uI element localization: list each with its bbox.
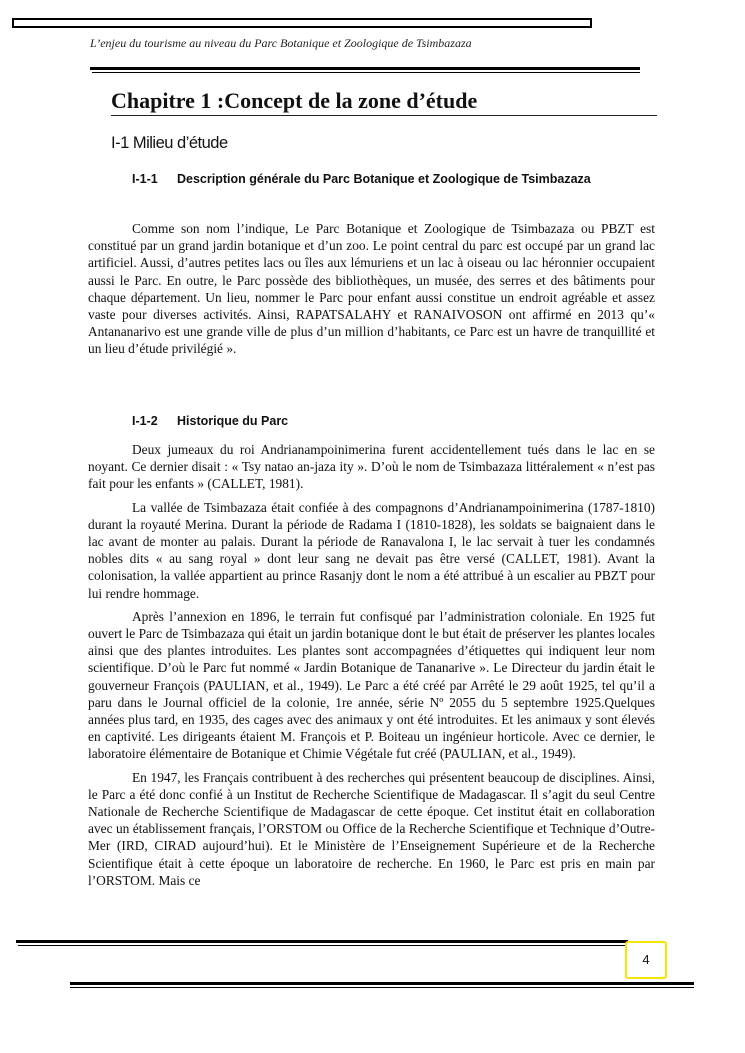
footer-bottom-rule-thick <box>70 982 694 985</box>
chapter-underline <box>111 115 657 116</box>
paragraph: Comme son nom l’indique, Le Parc Botanique et Zoologique de Tsimbazaza ou PBZT est constitué par un grand jardin botanique et d’un zoo. Le point central du parc est occupé par un grand lac artificiel. Aussi, d’autres petites lacs ou îles aux lémuriens et un lac à oiseau ou lac héronnier occupaient aussi le Parc. En outre, le Parc possède des bibliothèques, un musée, des serres et des bâtiments pour chaque département. Un lieu, nommer le Parc pour enfant aussi constitue un endroit agréable et assez vaste pour diverses activités. Ainsi, RAPATSALAHY et RANAIVOSON ont affirmé en 2013 qu’« Antananarivo est une grande ville de plus d’un million d’habitants, ce Parc est un havre de tranquillité et un lieu d’étude privilégié ». <box>88 221 655 357</box>
subsection-title: Historique du Parc <box>177 414 289 428</box>
paragraph: Deux jumeaux du roi Andrianampoinimerina furent accidentellement tués dans le lac en se noyant. Ce dernier disait : « Tsy natao an-jaza ity ». D’où le nom de Tsimbazaza littéralement « n’est pas fait pour les enfants » (CALLET, 1981). <box>88 442 655 492</box>
footer-rule-thick <box>16 940 628 943</box>
section-title: I-1 Milieu d’étude <box>111 134 228 152</box>
top-frame-box <box>12 18 592 28</box>
subsection-heading-description <box>132 172 591 186</box>
paragraph: Après l’annexion en 1896, le terrain fut confisqué par l’administration coloniale. En 1925 fut ouvert le Parc de Tsimbazaza qui était un jardin botanique dont le but était de préserver les plantes locales ainsi que des plantes introduites. Les plantes sont accompagnées d’étiquettes qui indiquent leur nom scientifique. D’où le Parc fut nommé « Jardin Botanique de Tananarive ». Le Directeur du jardin était le gouverneur François (PAULIAN, et al., 1949). Le Parc a été créé par Arrêté le 29 août 1925, tel qu’il a paru dans le Journal officiel de la colonie, 1re année, série Nº 2055 du 5 septembre 1925.Quelques années plus tard, en 1935, des cages avec des animaux y ont été introduites. Et les animaux y sont élevés en captivité. Les dirigeants étaient M. François et P. Boiteau un ingénieur horticole. Avec ce dernier, le laboratoire élémentaire de Botanique et Chimie Végétale fut créé (PAULIAN, et al., 1949). <box>88 608 655 762</box>
footer-bottom-rule-thin <box>70 987 694 988</box>
subsection-number: I-1-1 <box>132 172 158 186</box>
page-number: 4 <box>642 952 650 967</box>
subsection-title: Description générale du Parc Botanique et Zoologique de Tsimbazaza <box>177 172 591 186</box>
header-rule-thick <box>90 67 640 70</box>
paragraph: En 1947, les Français contribuent à des recherches qui présentent beaucoup de disciplines. Ainsi, le Parc a été donc confié à un Institut de Recherche Scientifique de Madagascar. Il s’agit du seul Centre Nationale de Recherche Scientifique de Madagascar de cette époque. Cet institut était en collaboration avec un établissement français, l’ORSTOM ou Office de la Recherche Scientifique et Technique d’Outre-Mer (IRD, CIRAD aujourd’hui). Et le Ministère de l’Enseignement Supérieure et de la Recherche Scientifique était à cette époque un laboratoire de recherche. En 1960, le Parc est pris en main par l’ORSTOM. Mais ce <box>88 769 655 888</box>
paragraph: La vallée de Tsimbazaza était confiée à des compagnons d’Andrianampoinimerina (1787-1810) durant la royauté Merina. Durant la période de Radama I (1810-1828), les soldats se baignaient dans le lac avant de monter au palais. Durant la période de Ranavalona I, le lac servait à tuer les condamnés nobles dits « au sang royal » dont leur sang ne devait pas être versé (CALLET, 1981). Avant la colonisation, la vallée appartient au prince Rasanjy dont le nom a été attribué à un escalier au PBZT pour lui rendre hommage. <box>88 499 655 601</box>
historique-body <box>88 441 655 895</box>
subsection-heading-historique <box>132 414 288 428</box>
header-rule-thin <box>92 72 640 73</box>
footer-rule-thin <box>18 945 628 946</box>
subsection-number: I-1-2 <box>132 414 158 428</box>
running-header-title: L’enjeu du tourisme au niveau du Parc Botanique et Zoologique de Tsimbazaza <box>90 36 472 50</box>
chapter-title: Chapitre 1 :Concept de la zone d’étude <box>111 88 478 113</box>
description-body <box>88 220 655 364</box>
